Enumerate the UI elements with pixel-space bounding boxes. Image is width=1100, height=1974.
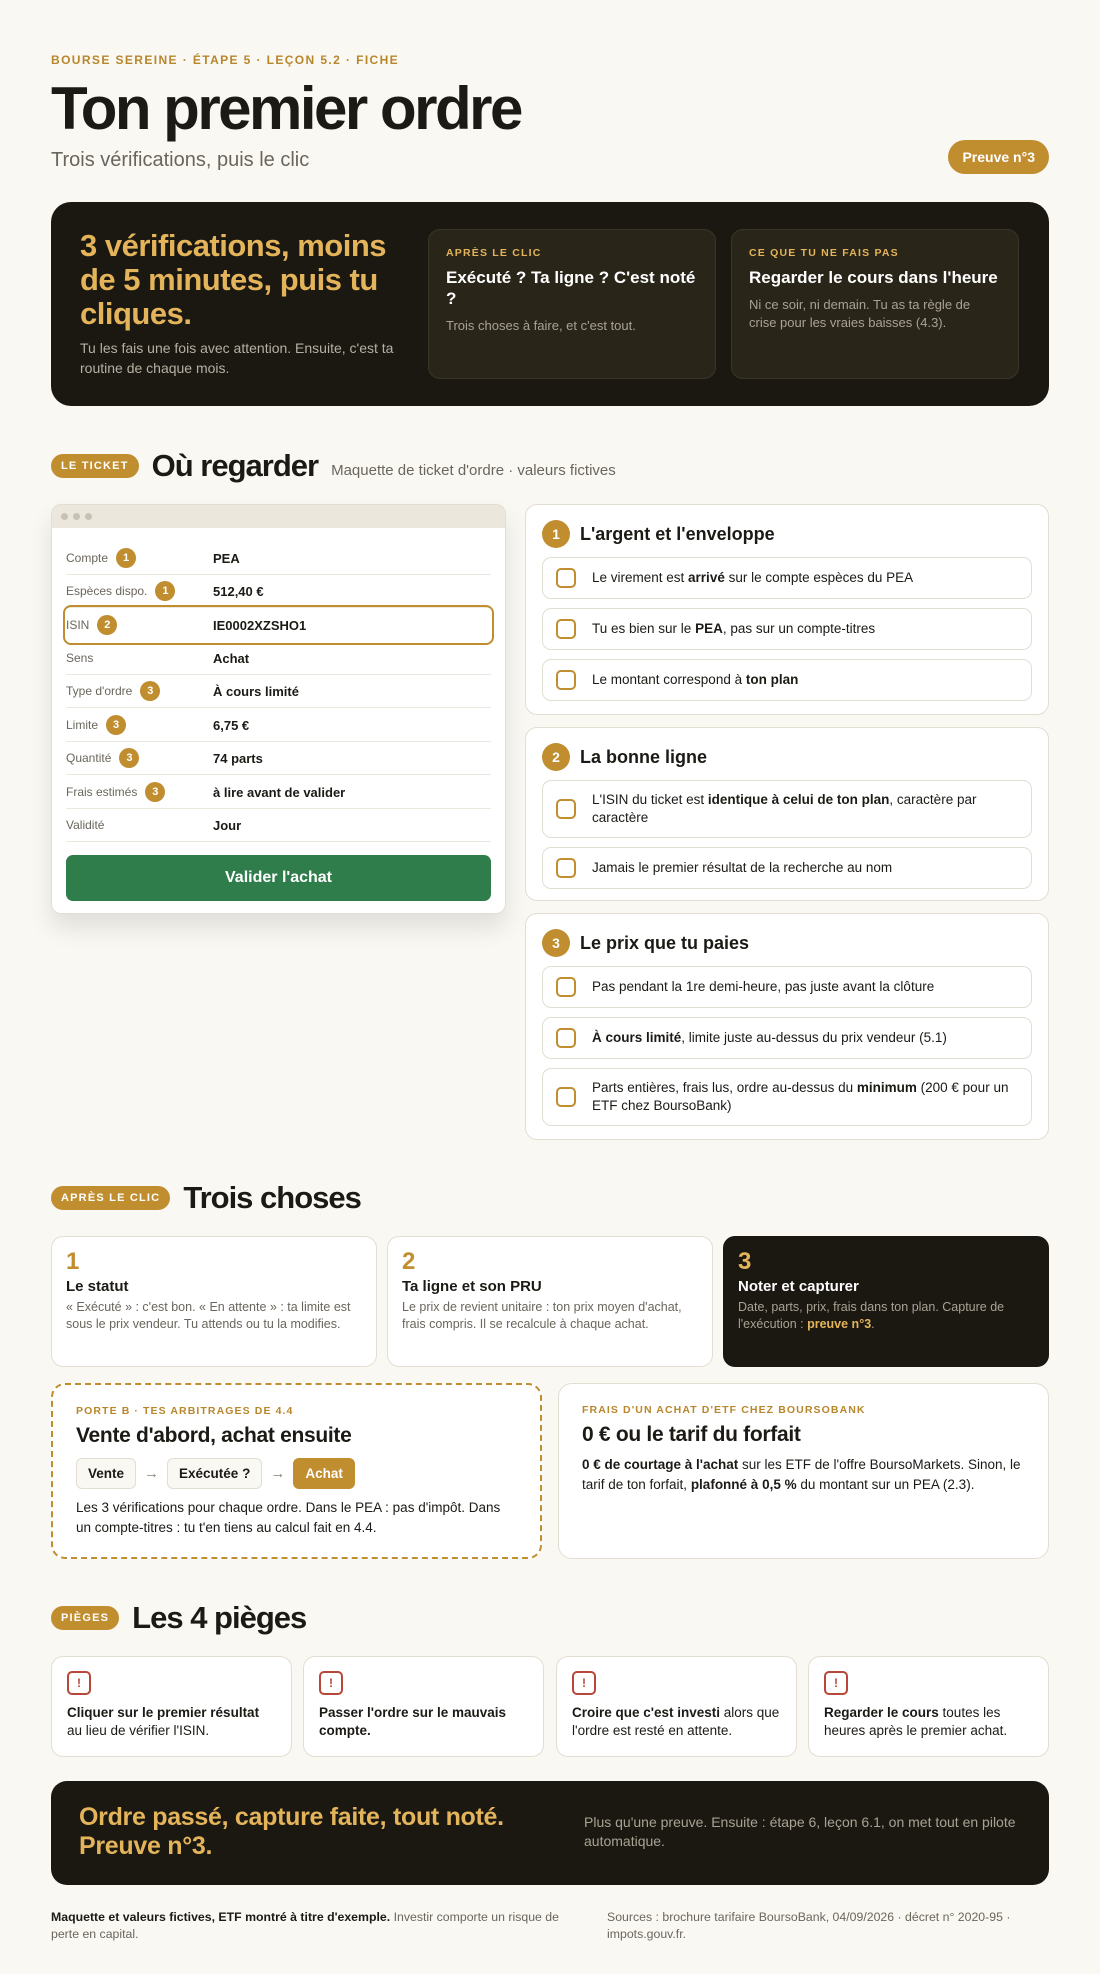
section-tag: PIÈGES bbox=[51, 1606, 119, 1630]
ticket-row-value: Jour bbox=[213, 817, 242, 833]
checklist-header bbox=[542, 520, 1032, 548]
step-number-badge: 3 bbox=[145, 782, 165, 802]
window-dot-icon bbox=[61, 513, 68, 520]
step-number: 3 bbox=[738, 1248, 752, 1275]
warning-icon: ! bbox=[67, 1671, 91, 1695]
ticket-row-isin[interactable] bbox=[63, 605, 494, 645]
step-number-badge: 2 bbox=[542, 743, 570, 771]
checkbox[interactable] bbox=[556, 799, 576, 819]
step-number-badge: 3 bbox=[542, 929, 570, 957]
banner-text: Plus qu'une preuve. Ensuite : étape 6, leçon 6.1, on met tout en pilote automatique. bbox=[584, 1814, 1016, 1849]
ticket-row-label: Espèces dispo. bbox=[66, 584, 148, 598]
order-ticket bbox=[51, 504, 506, 914]
ticket-row-account bbox=[66, 542, 491, 575]
hero-card-title: Regarder le cours dans l'heure bbox=[749, 268, 998, 287]
ticket-row-direction bbox=[66, 642, 491, 675]
step-number-badge: 3 bbox=[119, 748, 139, 768]
step-title: Le statut bbox=[66, 1278, 129, 1295]
checklist-item[interactable]: L'ISIN du ticket est identique à celui de ton plan, caractère par caractère bbox=[542, 780, 1032, 838]
proof-badge: Preuve n°3 bbox=[948, 140, 1049, 174]
hero-card-kicker: CE QUE TU NE FAIS PAS bbox=[749, 247, 899, 259]
card-title: 0 € ou le tarif du forfait bbox=[582, 1423, 801, 1446]
ticket-row-cash bbox=[66, 575, 491, 608]
step-title: Noter et capturer bbox=[738, 1278, 859, 1295]
ticket-row-value: 74 parts bbox=[213, 750, 263, 766]
footer-sources: Sources : brochure tarifaire BoursoBank, 04/09/2026 · décret n° 2020-95 · impots.gouv.fr. bbox=[607, 1910, 1011, 1941]
ticket-row-quantity[interactable] bbox=[66, 742, 491, 775]
arrow-right-icon: → bbox=[144, 1465, 160, 1482]
ticket-row-value: PEA bbox=[213, 550, 240, 566]
order-flow bbox=[76, 1458, 517, 1489]
porte-b-card bbox=[51, 1383, 542, 1559]
ticket-row-label: Type d'ordre bbox=[66, 684, 133, 698]
flow-step-sell: Vente bbox=[76, 1458, 136, 1489]
ticket-section-header bbox=[51, 448, 616, 484]
ticket-row-value: IE0002XZSHO1 bbox=[213, 617, 307, 633]
trap-card bbox=[51, 1656, 292, 1757]
ticket-row-value: 6,75 € bbox=[213, 717, 250, 733]
ticket-row-label: Limite bbox=[66, 718, 99, 732]
step-number-badge: 3 bbox=[140, 681, 160, 701]
hero-panel bbox=[51, 202, 1049, 406]
checklist-title: La bonne ligne bbox=[580, 746, 708, 767]
step-card-pru bbox=[387, 1236, 713, 1367]
ticket-row-label: Quantité bbox=[66, 751, 112, 765]
footer-disclaimer: Maquette et valeurs fictives, ETF montré à titre d'exemple. Investir comporte un risque de perte en capital. bbox=[51, 1910, 559, 1941]
checkbox[interactable] bbox=[556, 858, 576, 878]
ticket-row-label: Compte bbox=[66, 551, 109, 565]
trap-card bbox=[556, 1656, 797, 1757]
ticket-row-validity[interactable] bbox=[66, 809, 491, 842]
after-section-header bbox=[51, 1180, 361, 1216]
fees-card bbox=[558, 1383, 1049, 1559]
ticket-row-value: à lire avant de valider bbox=[213, 784, 346, 800]
checklist-item[interactable]: Pas pendant la 1re demi-heure, pas juste avant la clôture bbox=[542, 966, 1032, 1008]
ticket-row-label: Validité bbox=[66, 818, 105, 832]
validate-purchase-button[interactable]: Valider l'achat bbox=[66, 855, 491, 901]
card-text: 0 € de courtage à l'achat sur les ETF de l'offre BoursoMarkets. Sinon, le tarif de ton forfait, plafonné à 0,5 % du montant sur un PEA (2.3). bbox=[582, 1457, 1021, 1492]
ticket-row-limit[interactable] bbox=[66, 709, 491, 742]
ticket-row-value: 512,40 € bbox=[213, 583, 264, 599]
step-title: Ta ligne et son PRU bbox=[402, 1278, 542, 1295]
flow-step-executed: Exécutée ? bbox=[167, 1458, 262, 1489]
hero-card-dont bbox=[731, 229, 1019, 379]
checklist-item[interactable]: Parts entières, frais lus, ordre au-dessus du minimum (200 € pour un ETF chez BoursoBank) bbox=[542, 1068, 1032, 1126]
ticket-row-order-type[interactable] bbox=[66, 675, 491, 708]
step-number-badge: 1 bbox=[116, 548, 136, 568]
window-dot-icon bbox=[85, 513, 92, 520]
checklist-item[interactable]: Le virement est arrivé sur le compte espèces du PEA bbox=[542, 557, 1032, 599]
step-text: Date, parts, prix, frais dans ton plan. Capture de l'exécution : preuve n°3. bbox=[738, 1300, 1005, 1331]
step-number-badge: 3 bbox=[106, 715, 126, 735]
checklist-item[interactable]: Tu es bien sur le PEA, pas sur un compte-titres bbox=[542, 608, 1032, 650]
checklist-item[interactable]: À cours limité, limite juste au-dessus du prix vendeur (5.1) bbox=[542, 1017, 1032, 1059]
ticket-row-fees bbox=[66, 776, 491, 809]
warning-icon: ! bbox=[319, 1671, 343, 1695]
window-dot-icon bbox=[73, 513, 80, 520]
warning-icon: ! bbox=[824, 1671, 848, 1695]
section-title: Trois choses bbox=[183, 1180, 361, 1215]
ticket-row-label: Sens bbox=[66, 651, 94, 665]
checklist-item[interactable]: Le montant correspond à ton plan bbox=[542, 659, 1032, 701]
section-title: Les 4 pièges bbox=[132, 1600, 307, 1635]
checkbox[interactable] bbox=[556, 1028, 576, 1048]
checkbox[interactable] bbox=[556, 670, 576, 690]
step-card-status bbox=[51, 1236, 377, 1367]
step-number: 1 bbox=[66, 1248, 80, 1275]
banner-headline: Ordre passé, capture faite, tout noté. Preuve n°3. bbox=[79, 1803, 504, 1860]
hero-card-text: Trois choses à faire, et c'est tout. bbox=[446, 318, 636, 333]
hero-text: Tu les fais une fois avec attention. Ensuite, c'est ta routine de chaque mois. bbox=[80, 340, 394, 376]
section-title: Où regarder bbox=[151, 448, 319, 483]
step-text: Le prix de revient unitaire : ton prix moyen d'achat, frais compris. Il se recalcule à chaque achat. bbox=[402, 1300, 682, 1331]
hero-card-text: Ni ce soir, ni demain. Tu as ta règle de crise pour les vraies baisses (4.3). bbox=[749, 297, 971, 330]
step-card-capture bbox=[723, 1236, 1049, 1367]
card-kicker: PORTE B · TES ARBITRAGES DE 4.4 bbox=[76, 1405, 294, 1417]
checklist-line bbox=[525, 727, 1049, 901]
section-tag: LE TICKET bbox=[51, 454, 139, 478]
hero-card-after bbox=[428, 229, 716, 379]
checklist-title: Le prix que tu paies bbox=[580, 932, 750, 953]
trap-card bbox=[808, 1656, 1049, 1757]
trap-text: Regarder le cours toutes les heures après le premier achat. bbox=[824, 1705, 1008, 1738]
ticket-row-label: ISIN bbox=[66, 618, 90, 632]
checkbox[interactable] bbox=[556, 568, 576, 588]
section-tag: APRÈS LE CLIC bbox=[51, 1186, 170, 1210]
arrow-right-icon: → bbox=[270, 1465, 286, 1482]
warning-icon: ! bbox=[572, 1671, 596, 1695]
trap-text: Cliquer sur le premier résultat au lieu de vérifier l'ISIN. bbox=[67, 1705, 260, 1738]
breadcrumb: BOURSE SEREINE · ÉTAPE 5 · LEÇON 5.2 · FICHE bbox=[51, 53, 400, 67]
checklist-price bbox=[525, 913, 1049, 1140]
step-text: « Exécuté » : c'est bon. « En attente » : ta limite est sous le prix vendeur. Tu attends ou tu la modifies. bbox=[66, 1300, 351, 1331]
checklist-money bbox=[525, 504, 1049, 715]
trap-card bbox=[303, 1656, 544, 1757]
card-text: Les 3 vérifications pour chaque ordre. Dans le PEA : pas d'impôt. Dans un compte-titres : tu t'en tiens au calcul fait en 4.4. bbox=[76, 1500, 501, 1535]
checkbox[interactable] bbox=[556, 1087, 576, 1107]
card-title: Vente d'abord, achat ensuite bbox=[76, 1424, 352, 1447]
checklist-item[interactable]: Jamais le premier résultat de la recherche au nom bbox=[542, 847, 1032, 889]
section-note: Maquette de ticket d'ordre · valeurs fictives bbox=[331, 461, 616, 479]
ticket-row-value: Achat bbox=[213, 650, 250, 666]
page-subtitle: Trois vérifications, puis le clic bbox=[51, 149, 310, 171]
step-number-badge: 1 bbox=[155, 581, 175, 601]
ticket-row-value: À cours limité bbox=[213, 683, 299, 699]
flow-step-buy: Achat bbox=[293, 1458, 355, 1489]
closing-banner bbox=[51, 1781, 1049, 1885]
traps-section-header bbox=[51, 1600, 306, 1636]
hero-card-title: Exécuté ? Ta ligne ? C'est noté ? bbox=[446, 268, 696, 308]
step-number-badge: 1 bbox=[542, 520, 570, 548]
checklist-header bbox=[542, 929, 1032, 957]
ticket-row-label: Frais estimés bbox=[66, 785, 138, 799]
window-bar bbox=[52, 505, 505, 528]
page-title: Ton premier ordre bbox=[51, 75, 521, 142]
checklist-title: L'argent et l'enveloppe bbox=[580, 523, 775, 544]
hero-card-kicker: APRÈS LE CLIC bbox=[446, 247, 542, 259]
trap-text: Croire que c'est investi alors que l'ordre est resté en attente. bbox=[572, 1705, 780, 1738]
checkbox[interactable] bbox=[556, 977, 576, 997]
hero-headline: 3 vérifications, moins de 5 minutes, puis tu cliques. bbox=[80, 228, 386, 331]
step-number-badge: 2 bbox=[97, 615, 117, 635]
checkbox[interactable] bbox=[556, 619, 576, 639]
checklist-header bbox=[542, 743, 1032, 771]
trap-text: Passer l'ordre sur le mauvais compte. bbox=[319, 1705, 507, 1738]
card-kicker: FRAIS D'UN ACHAT D'ETF CHEZ BOURSOBANK bbox=[582, 1404, 866, 1416]
step-number: 2 bbox=[402, 1248, 416, 1275]
